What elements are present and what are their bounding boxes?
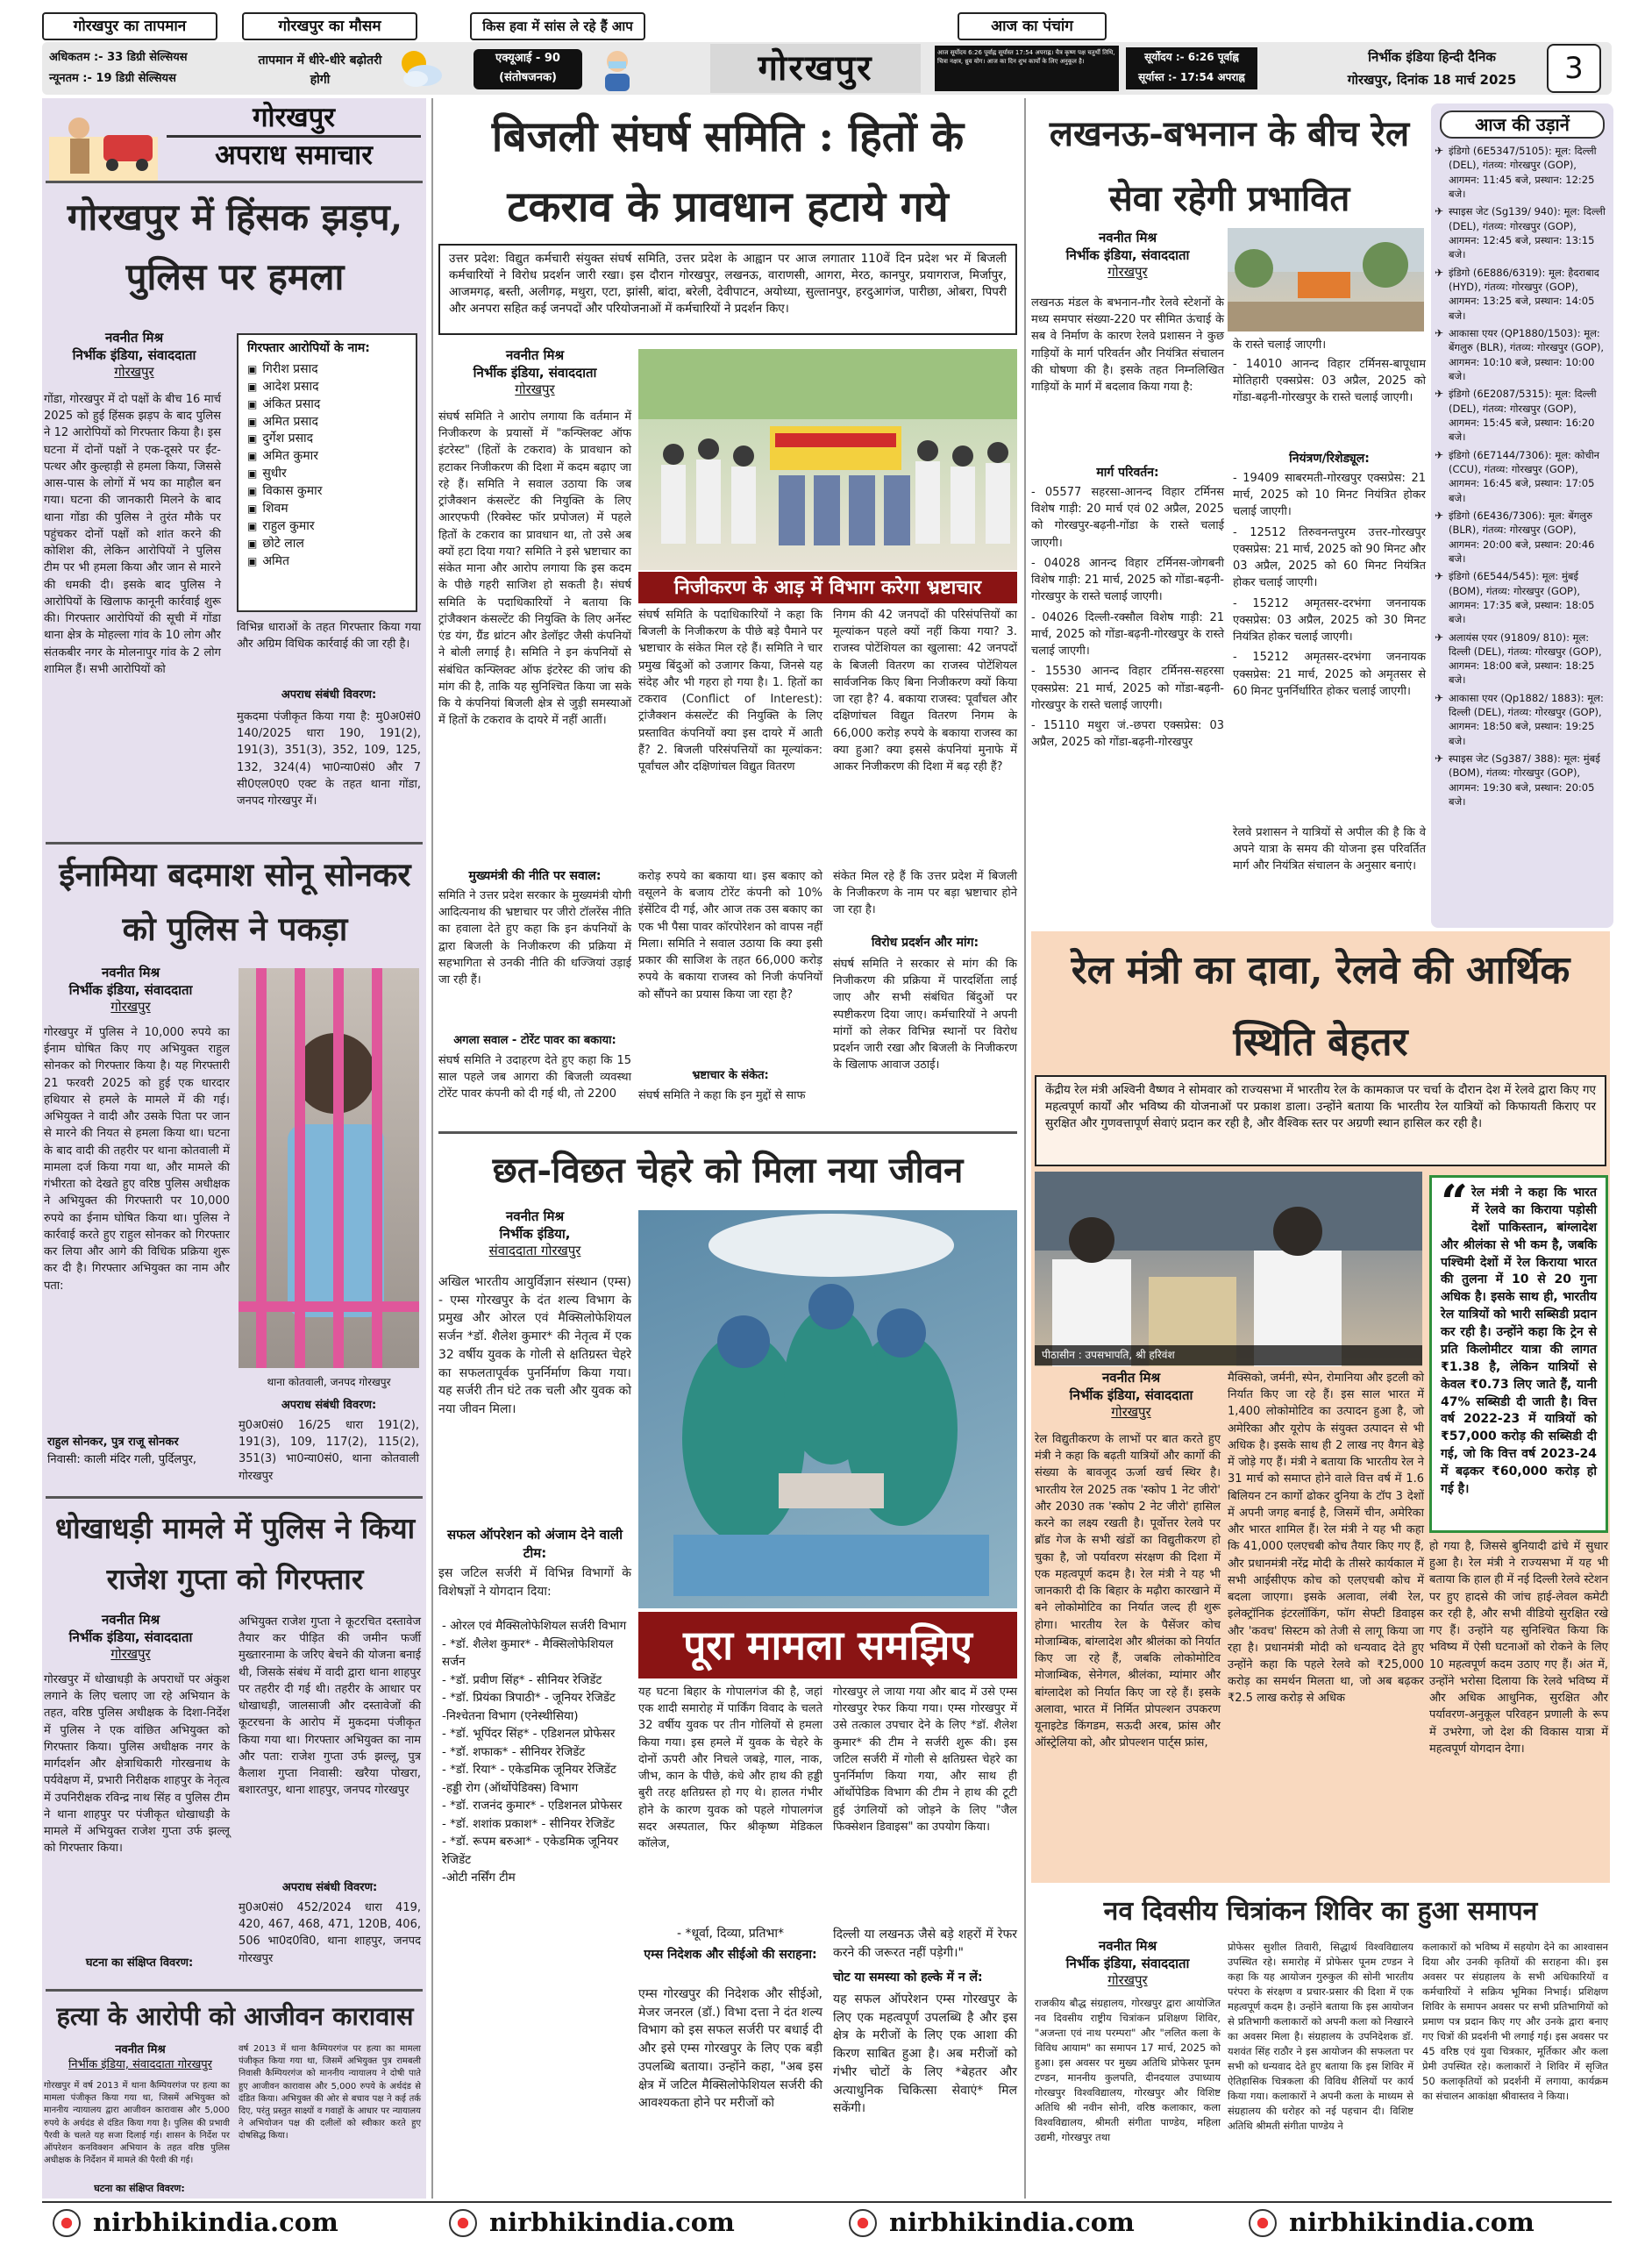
byline-org: निर्भीक इंडिया, संवाददाता: [1069, 1386, 1193, 1403]
dateline: गोरखपुर, दिनांक 18 मार्च 2025: [1347, 72, 1517, 88]
crime-details: मुकदमा पंजीकृत किया गया है: मु0अ0सं0 140/2025 धारा 190, 191(2), 191(3), 351(3), 352, 109, 125, 132, 324(4) भा0न्या0सं0 और 7 सी0एल0ए0 एक्ट के तहत थाना गोंडा, जनपद गोरखपुर में।: [237, 710, 421, 809]
chitra-body-right: कलाकारों को भविष्य में सहयोग देने का आश्वासन दिया और उनकी कृतियों की सराहना की। इस अवसर पर संग्रहालय के सभी अधिकारियों व कर्मचारियों ने सक्रिय भूमिका निभाई। प्रशिक्षण शिविर के समापन अवसर पर सभी प्रतिभागियों को प्रमाण पत्र प्रदान किए गए और उनके द्वारा बनाए गए चित्रों की प्रदर्शनी भी लगाई गई। इस अवसर पर 45 वरिष्ठ एवं युवा चित्रकार, मूर्तिकार और कला प्रेमी उपस्थित रहे। कलाकारों ने शिविर में सृजित 50 कलाकृतियों को प्रदर्शनी में लगाया, कार्यक्रम का संचालन आकांक्षा श्रीवास्तव ने किया।: [1422, 1941, 1608, 2103]
crime-section-title: [167, 100, 421, 173]
footer-site: nirbhikindia.com: [889, 2207, 1135, 2238]
surgery-case-body-right: गोरखपुर ले जाया गया और बाद में उसे एम्स गोरखपुर रेफर किया गया। एम्स गोरखपुर में उसे तत्काल उपचार देने के लिए *डॉ. शैलेश कुमार* की टीम ने सर्जरी शुरू की। इस जटिल सर्जरी में गोली से क्षतिग्रस्त चेहरे का पुनर्निर्माण किया गया, और साथ ही ऑर्थोपेडिक विभाग की टीम ने हाथ की टूटी हुई उंगलियों को जोड़ने के लिए "जैल फिक्सेशन डिवाइस" का उपयोग किया।: [833, 1686, 1017, 1834]
flight-item: [1431, 326, 1613, 383]
flight-item: [1431, 144, 1613, 201]
byline-name: नवनीत मिश्र: [1098, 230, 1157, 246]
surgery-team-title: सफल ऑपरेशन को अंजाम देने वाली टीम:: [447, 1527, 623, 1562]
plane-icon: ✈: [1435, 509, 1444, 522]
railmin-body-right: हो गया है, जिससे बुनियादी ढांचे में सुधार हुआ है। रेल मंत्री ने राज्यसभा में यह भी बताया कि हाल ही में नई दिल्ली रेलवे स्टेशन पर हुए हादसे की जांच हाई-लेवल कमेटी कर रही है, और सभी वीडियो सुरक्षित रखे गए हैं। उन्होंने यह सुनिश्चित किया कि भविष्य में ऐसी घटनाओं को रोकने के लिए 10 महत्वपूर्ण कदम उठाए गए हैं। अंत में, उन्होंने भरोसा दिलाया कि रेलवे भविष्य में और अधिक आधुनिक, सुरक्षित और पर्यावरण-अनुकूल परिवहन प्रणाली के रूप में उभरेगा, जो देश की विकास यात्रा में महत्वपूर्ण योगदान देगा।: [1429, 1540, 1608, 1756]
fraud-body: गोरखपुर में धोखाधड़ी के अपराधों पर अंकुश लगाने के लिए चलाए जा रहे अभियान के तहत, वरिष्ठ पुलिस अधीक्षक के दिशा-निर्देश में पुलिस ने एक वांछित अभियुक्त को गिरफ्तार किया। पुलिस अधीक्षक नगर के मार्गदर्शन और क्षेत्राधिकारी गोरखनाथ के पर्यवेक्षण में, प्रभारी निरीक्षक शाहपुर के नेतृत्व में उपनिरीक्षक रविन्द्र नाथ सिंह व पुलिस टीम ने थाना शाहपुर पर पंजीकृत धोखाधड़ी के मामले में अभियुक्त राजेश गुप्ता उर्फ झल्लू को गिरफ्तार किया।: [44, 1673, 230, 1856]
footer-site: nirbhikindia.com: [93, 2207, 338, 2238]
railmin-photo-caption: पीठासीन : उपसभापति, श्री हरिवंश: [1035, 1345, 1422, 1365]
fraud-byline: [47, 1612, 214, 1664]
accused-name: ▣ अमित कुमार: [247, 448, 407, 466]
byline-place: गोरखपुर: [110, 1646, 151, 1662]
accused-name: ▣ अमित प्रसाद: [247, 414, 407, 431]
bijli-bottom-body: करोड़ रुपये का बकाया था। इस बकाए को वसूलने के बजाय टोरेंट कंपनी को 10% इंसेंटिव दी गई, और आज तक उस बकाए का एक भी पैसा पावर कॉरपोरेशन को वापस नहीं मिला। समिति ने सवाल उठाया कि क्या इसी प्रकार की साजिश के तहत 66,000 करोड़ रुपये के बकाया राजस्व को निजी कंपनियों को सौंपने का प्रयास किया जा रहा है?: [638, 870, 822, 1001]
rail-body: लखनऊ मंडल के बभनान-गौर रेलवे स्टेशनों के मध्य समपार संख्या-220 पर सीमित ऊंचाई के सब वे निर्माण के कारण रेलवे प्रशासन ने कुछ गाड़ियों के मार्ग परिवर्तन और नियंत्रित संचालन की घोषणा की है। इसके तहत निम्नलिखित गाड़ियों के मार्ग में बदलाव किया गया है:: [1031, 296, 1224, 395]
footer-link-3[interactable]: [849, 2206, 1135, 2240]
railmin-quote: “ रेल मंत्री ने कहा कि भारत में रेलवे का किराया पड़ोसी देशों पाकिस्तान, बांग्लादेश और श्रीलंका से भी कम है, जबकि पश्चिमी देशों में रेल किराया भारत की तुलना में 10 से 20 गुना अधिक है। इसके साथ ही, भारतीय रेल यात्रियों को भारी सब्सिडी प्रदान कर रही है। उन्होंने कहा कि ट्रेन से प्रति किलोमीटर यात्रा की लागत ₹1.38 है, लेकिन यात्रियों से केवल ₹0.73 लिए जाते हैं, यानी 47% सब्सिडी दी जाती है। वित्त वर्ष 2022-23 में यात्रियों को ₹57,000 करोड़ की सब्सिडी दी गई, जो कि वित्त वर्ष 2023-24 में बढ़कर ₹60,000 करोड़ हो गई है।: [1429, 1175, 1608, 1533]
sunrise: सूर्योदय :- 6:26 पूर्वाह्न: [1144, 51, 1239, 63]
sonu-byline: [47, 965, 214, 1016]
max-temp: अधिकतम :- 33 डिग्री सेल्सियस: [49, 51, 188, 64]
route-item: - 04026 दिल्ली-रक्सौल विशेष गाड़ी: 21 मार्च, 2025 को गोंडा-बढ़नी-गोरखपुर के रास्ते चलाई जाएगी।: [1031, 610, 1224, 659]
accused-list: [247, 361, 407, 571]
temperature-box: [49, 47, 233, 89]
railmin-photo: [1035, 1172, 1422, 1366]
byline-name: नवनीत मिश्र: [505, 1208, 565, 1224]
byline-org: निर्भीक इंडिया, संवाददाता: [68, 981, 193, 998]
flight-text: इंडिगो (6E886/6319): मूल: हैदराबाद (HYD), गंतव्य: गोरखपुर (GOP), आगमन: 13:25 बजे, प्रस्थान: 14:05 बजे।: [1449, 266, 1599, 322]
chitra-body: राजकीय बौद्ध संग्रहालय, गोरखपुर द्वारा आयोजित नव दिवसीय राष्ट्रीय चित्रांकन प्रशिक्षण शिविर, "अजन्ता एवं नाथ परम्परा" और "ललित कला के विविध आयाम" का समापन 17 मार्च, 2025 को हुआ। इस अवसर पर मुख्य अतिथि प्रोफेसर पूनम टण्डन, माननीय कुलपति, दीनदयाल उपाध्याय गोरखपुर विश्वविद्यालय, गोरखपुर और विशिष्ट अतिथि श्री नवीन सोनी, वरिष्ठ कलाकार, कला विश्वविद्यालय, श्रीमती संगीता पाण्डेय, महिला उद्यमी, गोरखपुर तथा: [1035, 1997, 1221, 2144]
rail-route-title: मार्ग परिवर्तन:: [1096, 466, 1159, 480]
accused-name: ▣ दुर्गेश प्रसाद: [247, 431, 407, 448]
flight-item: [1431, 266, 1613, 323]
flight-text: स्पाइस जेट (Sg387/ 388): मूल: मुंबई (BOM), गंतव्य: गोरखपुर (GOP), आगमन: 19:30 बजे, प्रस्थान: 20:05 बजे।: [1449, 752, 1600, 809]
team-member: - *डॉ. प्रियंका त्रिपाठी* - जूनियर रेजिडेंट: [442, 1691, 616, 1706]
accused-name: ▣ शिवम: [247, 501, 407, 518]
team-member: - *डॉ. प्रवीण सिंह* - सीनियर रेजिडेंट: [442, 1672, 602, 1687]
railmin-body: रेल विद्युतीकरण के लाभों पर बात करते हुए मंत्री ने कहा कि बढ़ती यात्रियों और कार्गो की संख्या के बावजूद ऊर्जा खर्च स्थिर है। भारतीय रेल 2025 तक 'स्कोप 1 नेट जीरो' और 2030 तक 'स्कोप 2 नेट जीरो' हासिल करने का लक्ष्य रखती है। पूर्वोत्तर रेलवे पर ब्रॉड गेज के सभी खंडों का विद्युतीकरण हो चुका है, जो पर्यावरण संरक्षण की दिशा में एक महत्वपूर्ण कदम है। रेल मंत्री ने यह भी जानकारी दी कि बिहार के मढ़ौरा कारखाने में बने लोकोमोटिव का निर्यात जल्द ही शुरू होगा। भारतीय रेल के पैसेंजर कोच मोजाम्बिक, बांग्लादेश और श्रीलंका को निर्यात किए जा रहे हैं, जबकि लोकोमोटिव मोजाम्बिक, सेनेगल, श्रीलंका, म्यांमार और बांग्लादेश को निर्यात किए जा रहे हैं। इसके अलावा, भारत में निर्मित प्रोपल्शन उपकरण यूनाइटेड किंगडम, सऊदी अरब, फ्रांस और ऑस्ट्रेलिया को, और प्रोपल्शन पार्ट्स फ्रांस,: [1035, 1433, 1221, 1750]
paper-name: निर्भीक इंडिया हिन्दी दैनिक: [1368, 49, 1496, 65]
railmin-headline: रेल मंत्री का दावा, रेलवे की आर्थिक स्थिति बेहतर: [1071, 948, 1570, 1065]
temp-label: गोरखपुर का तापमान: [42, 12, 217, 40]
surgery-team-intro: इस जटिल सर्जरी में विभिन्न विभागों के विशेषज्ञों ने योगदान दिया:: [438, 1566, 631, 1599]
bijli-sub-next: अगला सवाल - टोरेंट पावर का बकाया:: [453, 1034, 616, 1047]
aqi-box: [474, 49, 582, 89]
surgery-team-tail: - *धूर्वा, दिव्या, प्रतिभा*: [677, 1927, 784, 1941]
page-number: 3: [1547, 44, 1601, 93]
byline-org: निर्भीक इंडिया, संवाददाता गोरखपुर: [68, 2057, 212, 2071]
accused-list-title: गिरफ्तार आरोपियों के नाम:: [247, 341, 370, 355]
fraud-details-title: अपराध संबंधी विवरण:: [281, 1881, 378, 1894]
surgery-byline: [438, 1208, 631, 1260]
accused-name: ▣ विकास कुमार: [247, 483, 407, 501]
team-member: - ओरल एवं मैक्सिलोफेशियल सर्जरी विभाग: [442, 1619, 627, 1633]
rail-route-list-right: [1233, 356, 1426, 447]
surgery-praise-right: दिल्ली या लखनऊ जैसे बड़े शहरों में रेफर करने की जरूरत नहीं पड़ेगी।": [833, 1928, 1017, 1960]
flight-item: [1431, 387, 1613, 444]
byline-name: नवनीत मिश्र: [101, 965, 160, 980]
byline-name: नवनीत मिश्र: [505, 347, 565, 363]
plane-icon: ✈: [1435, 388, 1444, 401]
control-item: - 15212 अमृतसर-दरभंगा जननायक एक्सप्रेस: 21 मार्च, 2025 को अमृतसर से 60 मिनट पुनर्निर्धारित होकर चलाई जाएगी।: [1233, 651, 1426, 698]
rail-headline: लखनऊ-बभनान के बीच रेल सेवा रहेगी प्रभावित: [1049, 113, 1410, 219]
flight-text: इंडिगो (6E5347/5105): मूल: दिल्ली (DEL), गंतव्य: गोरखपुर (GOP), आगमन: 11:45 बजे, प्रस्थान: 12:25 बजे।: [1449, 145, 1597, 200]
flight-text: इंडिगो (6E544/545): मूल: मुंबई (BOM), गंतव्य: गोरखपुर (GOP), आगमन: 17:35 बजे, प्रस्थान: 18:05 बजे।: [1449, 570, 1595, 626]
byline-name: नवनीत मिश्र: [1098, 1938, 1157, 1954]
plane-icon: ✈: [1435, 570, 1444, 583]
bijli-mid-body-right: निगम की 42 जनपदों की परिसंपत्तियों का मूल्यांकन पहले क्यों नहीं किया गया? 3. राजस्व पोटेंशियल का खुलासा: 42 जनपदों के बिजली वितरण का राजस्व पोटेंशियल सार्वजनिक किए बिना निजीकरण क्यों किया जा रहा है? 4. बकाया राजस्व: पूर्वांचल और दक्षिणांचल विद्युत वितरण निगम के 66,000 करोड़ रुपये के बकाया राजस्व का क्या हुआ? क्या इससे कंपनियां मुनाफे में आकर निजीकरण की दिशा में बढ़ रही हैं?: [833, 609, 1017, 774]
plane-icon: ✈: [1435, 266, 1444, 279]
railmin-lead: केंद्रीय रेल मंत्री अश्विनी वैष्णव ने सोमवार को राज्यसभा में भारतीय रेल के कामकाज पर चर्चा के दौरान देश में रेलवे द्वारा किए गए महत्वपूर्ण कार्यों और भविष्य की योजनाओं पर प्रकाश डाला। उन्होंने बताया कि भारतीय रेल यात्रियों को किफायती किराए पर सुरक्षित और गुणवत्तापूर्ण सेवाएं प्रदान कर रही है, और वैश्विक स्तर पर अग्रणी स्थान हासिल कर रही है।: [1035, 1075, 1606, 1166]
bijli-sub-corruption: भ्रष्टाचार के संकेत:: [692, 1069, 769, 1082]
flights-panel: [1431, 103, 1613, 928]
railmin-byline: [1035, 1370, 1228, 1422]
footer-site: nirbhikindia.com: [1289, 2207, 1535, 2238]
byline-place: संवाददाता गोरखपुर: [488, 1243, 581, 1258]
control-item: - 12512 तिरुवनन्तपुरम उत्तर-गोरखपुर एक्सप्रेस: 21 मार्च, 2025 को 90 मिनट और 03 अप्रैल, 2025 को 60 मिनट नियंत्रित होकर चलाई जाएगी।: [1233, 525, 1426, 590]
plane-icon: ✈: [1435, 631, 1444, 644]
flight-item: [1431, 752, 1613, 809]
sonu-accused-address: निवासी: काली मंदिर गली, पुर्दिलपुर,: [47, 1453, 197, 1466]
accused-list-box: [237, 333, 417, 612]
panchang-text: आज सूर्योदय 6:26 पूर्वाह्न सूर्यास्त 17:54 अपराह्न। चैत्र कृष्ण पक्ष चतुर्थी तिथि, चित्रा नक्षत्र, ध्रुव योग। आज का दिन शुभ कार्यों के लिए अनुकूल है।: [935, 46, 1119, 91]
flight-text: इंडिगो (6E2087/5315): मूल: दिल्ली (DEL), गंतव्य: गोरखपुर (GOP), आगमन: 15:45 बजे, प्रस्थान: 16:20 बजे।: [1449, 388, 1597, 444]
sonu-photo: [239, 968, 419, 1368]
byline-org: निर्भीक इंडिया, संवाददाता: [68, 1629, 193, 1645]
rail-control-list: [1233, 470, 1426, 821]
footer-link-4[interactable]: [1249, 2206, 1535, 2240]
team-member: - *डॉ. शशांक प्रकाश* - सीनियर रेजिडेंट: [442, 1816, 615, 1831]
flight-item: [1431, 631, 1613, 688]
column-rule: [431, 98, 433, 2199]
surgery-team-list: [442, 1617, 631, 2199]
flight-text: इंडिगो (6E436/7306): मूल: बेंगलुरु (BLR), गंतव्य: गोरखपुर (GOP), आगमन: 20:00 बजे, प्रस्थान: 20:46 बजे।: [1449, 509, 1595, 565]
flight-item: [1431, 691, 1613, 748]
sonu-accused-name: राहुल सोनकर, पुत्र राजू सोनकर: [47, 1436, 179, 1449]
sonu-body: गोरखपुर में पुलिस ने 10,000 रुपये का ईनाम घोषित किए गए अभियुक्त राहुल सोनकर को गिरफ्तार किया है। यह गिरफ्तारी 21 फरवरी 2025 को हुई एक धारदार हथियार से हमले के मामले में की गई। अभियुक्त ने वादी और उसके पिता पर जान से मारने की नियत से हमला किया था। घटना के बाद वादी की तहरीर पर थाना कोतवाली में मामला दर्ज किया गया था, और मामले की गंभीरता को देखते हुए वरिष्ठ पुलिस अधीक्षक ने अभियुक्त की गिरफ्तारी पर 10,000 रुपये का ईनाम घोषित किया था। पुलिस ने कार्रवाई करते हुए राहुल सोनकर को गिरफ्तार कर लिया और आगे की विधिक प्रक्रिया शुरू कर दी है। गिरफ्तार अभियुक्त का नाम और पता:: [44, 1026, 230, 1293]
bijli-byline: [438, 347, 631, 399]
byline-org: निर्भीक इंडिया, संवाददाता: [1065, 1955, 1190, 1971]
footer-site: nirbhikindia.com: [489, 2207, 735, 2238]
flight-text: आकासा एयर (Qp1882/ 1883): मूल: दिल्ली (DEL), गंतव्य: गोरखपुर (GOP), आगमन: 18:50 बजे, प्रस्थान: 19:25 बजे।: [1449, 691, 1604, 747]
byline-org: निर्भीक इंडिया, संवाददाता: [72, 346, 196, 363]
team-member: - *डॉ. शफाक* - सीनियर रेजिडेंट: [442, 1744, 586, 1759]
flight-list: [1431, 144, 1613, 809]
byline-place: गोरखपुर: [1107, 264, 1148, 280]
fraud-headline: धोखाधड़ी मामले में पुलिस ने किया राजेश गुप्ता को गिरफ्तार: [54, 1511, 416, 1596]
control-item: - 19409 साबरमती-गोरखपुर एक्सप्रेस: 21 मार्च, 2025 को 10 मिनट नियंत्रित होकर चलाई जाएगी।: [1233, 472, 1426, 519]
aqi-status: (संतोषजनक): [499, 71, 557, 84]
flight-text: अलायंस एयर (91809/ 810): मूल: दिल्ली (DEL), गंतव्य: गोरखपुर (GOP), आगमन: 18:00 बजे, प्रस्थान: 18:25 बजे।: [1449, 631, 1602, 687]
surgery-trauma-body: यह सफल ऑपरेशन एम्स गोरखपुर के लिए एक महत्वपूर्ण उपलब्धि है और इस क्षेत्र के मरीजों के लिए एक आशा की किरण साबित हुआ है। अब मरीजों को गंभीर चोटों के लिए *बेहतर और अत्याधुनिक चिकित्सा सेवाएं* मिल सकेंगी।: [833, 1992, 1017, 2116]
control-item: - 15212 अमृतसर-दरभंगा जननायक एक्सप्रेस: 03 अप्रैल, 2025 को 30 मिनट नियंत्रित होकर चलाई जाएगी।: [1233, 596, 1426, 645]
surgery-photo: [638, 1210, 1017, 1608]
byline-name: नवनीत मिश्र: [115, 2043, 166, 2056]
crime-headline: गोरखपुर में हिंसक झड़प, पुलिस पर हमला: [67, 196, 403, 298]
route-item: - 14010 आनन्द विहार टर्मिनस-बापूधाम मोतिहारी एक्सप्रेस: 03 अप्रैल, 2025 को गोंडा-बढ़नी-गोरखपुर के रास्ते चलाई जाएगी।: [1233, 358, 1426, 405]
panchang-label: आज का पंचांग: [958, 12, 1107, 40]
byline-place: गोरखपुर: [110, 999, 151, 1015]
flight-item: [1431, 569, 1613, 626]
surgery-case-body: यह घटना बिहार के गोपालगंज की है, जहां एक शादी समारोह में पार्किंग विवाद के चलते 32 वर्षीय युवक पर तीन गोलियों से हमला किया गया। इस हमले में युवक के चेहरे के दोनों ऊपरी और निचले जबड़े, गाल, नाक, जीभ, कान के पीछे, कंधे और हाथ की हड्डी बुरी तरह क्षतिग्रस्त हो गए थे। हालत गंभीर होने के कारण युवक को पहले गोपालगंज सदर अस्पताल, फिर श्रीकृष्ण मेडिकल कॉलेज,: [638, 1686, 822, 1851]
surgery-banner: पूरा मामला समझिए: [638, 1612, 1017, 1678]
crime-details-title: अपराध संबंधी विवरण:: [281, 688, 377, 702]
bijli-body-cm: समिति ने उत्तर प्रदेश सरकार के मुख्यमंत्री योगी आदित्यनाथ की भ्रष्टाचार पर जीरो टॉलरेंस नीति का हवाला देते हुए कहा कि इन कंपनियों के द्वारा बिजली के निजीकरण की प्रक्रिया में सहभागिता से उनकी नीति की धज्जियां उड़ाई जा रही हैं।: [438, 889, 631, 987]
paper-info: [1322, 46, 1542, 91]
weather-label: गोरखपुर का मौसम: [242, 12, 417, 40]
life-summary-title: घटना का संक्षिप्त विवरण:: [94, 2183, 185, 2194]
accused-name: ▣ सुधीर: [247, 466, 407, 483]
fraud-divider: [46, 1496, 423, 1499]
plane-icon: ✈: [1435, 448, 1444, 461]
team-member: - *डॉ. भूपिंदर सिंह* - एडिशनल प्रोफेसर: [442, 1727, 616, 1742]
byline-name: नवनीत मिश्र: [104, 330, 164, 346]
protest-photo: [638, 349, 1017, 570]
crime-body-right: विभिन्न धाराओं के तहत गिरफ्तार किया गया और अग्रिम विधिक कार्रवाई की जा रही है।: [237, 621, 421, 652]
byline-place: गोरखपुर: [1111, 1404, 1151, 1420]
mask-person-icon: [593, 46, 642, 91]
team-member: - *डॉ. राजनंद कुमार* - एडिशनल प्रोफेसर: [442, 1799, 623, 1814]
bijli-body-protest: संघर्ष समिति ने सरकार से मांग की कि निजीकरण की प्रक्रिया में पारदर्शिता लाई जाए और सभी संबंधित बिंदुओं पर स्पष्टीकरण दिया जाए। कर्मचारियों ने अपनी मांगों को लेकर विभिन्न स्थानों पर विरोध प्रदर्शन जारी रखा और बिजली के निजीकरण के खिलाफ आवाज उठाई।: [833, 958, 1017, 1073]
byline-org: निर्भीक इंडिया, संवाददाता: [473, 364, 597, 381]
bijli-headline: बिजली संघर्ष समिति : हितों के टकराव के प्रावधान हटाये गये: [491, 112, 965, 232]
life-divider: [46, 1989, 423, 1992]
rail-route-list: [1031, 484, 1224, 923]
chitra-headline: नव दिवसीय चित्रांकन शिविर का हुआ समापन: [1103, 1896, 1538, 1927]
aqi-value: एक्यूआई - 90: [495, 52, 560, 65]
plane-icon: ✈: [1435, 691, 1444, 704]
sonu-divider: [46, 842, 423, 845]
bijli-photo-banner: निजीकरण के आड़ में विभाग करेगा भ्रष्टाचार: [638, 572, 1017, 603]
bijli-sub-protest: विरोध प्रदर्शन और मांग:: [871, 936, 979, 950]
bijli-body-corruption: संघर्ष समिति ने कहा कि इन मुद्दों से साफ: [638, 1089, 806, 1102]
surgery-trauma-title: चोट या समस्या को हल्के में न लें:: [833, 1971, 983, 1985]
sun-times: [1126, 47, 1257, 89]
footer-link-2[interactable]: [449, 2206, 735, 2240]
min-temp: न्यूनतम :- 19 डिग्री सेल्सियस: [49, 72, 176, 85]
flight-text: आकासा एयर (QP1880/1503): मूल: बेंगलुरु (BLR), गंतव्य: गोरखपुर (GOP), आगमन: 10:10 बजे, प्रस्थान: 10:00 बजे।: [1449, 326, 1605, 382]
byline-name: नवनीत मिश्र: [101, 1612, 160, 1628]
surgery-divider: [438, 1131, 1017, 1134]
plane-icon: ✈: [1435, 752, 1444, 766]
crime-section-title-1: गोरखपुर: [253, 102, 335, 133]
rail-control-title: नियंत्रण/रिशेड्यूल:: [1289, 452, 1370, 466]
surgery-praise-body: एम्स गोरखपुर की निदेशक और सीईओ, मेजर जनरल (डॉ.) विभा दत्ता ने दंत शल्य विभाग को इस सफल सर्जरी पर बधाई दी और इसे एम्स गोरखपुर के लिए एक बड़ी उपलब्धि बताया। उन्होंने कहा, "अब इस क्षेत्र में जटिल मैक्सिलोफेशियल सर्जरी की आवश्यकता होने पर मरीजों को: [638, 1987, 822, 2111]
team-member: - *डॉ. रिया* - एकेडमिक जूनियर रेजिडेंट: [442, 1763, 616, 1778]
rail-photo: [1228, 228, 1424, 331]
flight-item: [1431, 509, 1613, 566]
accused-name: ▣ अंकित प्रसाद: [247, 396, 407, 414]
fraud-details: मु0अ0सं0 452/2024 धारा 419, 420, 467, 468, 471, 120B, 406, 506 भा0द0वि0, थाना शाहपुर, जनपद गोरखपुर: [239, 1901, 421, 1965]
bijli-sub-cm: मुख्यमंत्री की नीति पर सवाल:: [468, 869, 602, 883]
accused-name: ▣ आदेश प्रसाद: [247, 379, 407, 396]
life-body: गोरखपुर में वर्ष 2013 में थाना कैम्पियरगंज पर हत्या का मामला पंजीकृत किया गया था, जिसमें अभियुक्त को माननीय न्यायालय द्वारा आजीवन कारावास और 5,000 रुपये के अर्थदंड से दंडित किया गया है। पुलिस की प्रभावी पैरवी के चलते यह सजा दिलाई गई। शासन के निर्देश पर ऑपरेशन कनविक्शन अभियान के तहत वरिष्ठ पुलिस अधीक्षक के निर्देशन में मामले की पैरवी की गई।: [44, 2081, 230, 2166]
byline-name: नवनीत मिश्र: [1101, 1370, 1161, 1386]
bijli-body: संघर्ष समिति ने आरोप लगाया कि वर्तमान में निजीकरण के प्रयासों में "कन्फ्लिक्ट ऑफ इंटरेस्ट" (हितों के टकराव) के प्रावधान को हटाकर निजीकरण की दिशा में कदम बढ़ाए जा रहे हैं। समिति ने सवाल उठाया कि जब ट्रांजैक्शन कंसल्टेंट की नियुक्ति के लिए आरएफपी (रिक्वेस्ट फॉर प्रपोजल) में पहले हितों के टकराव का प्रावधान था, तो उसे अब क्यों हटा दिया गया? समिति ने इसे भ्रष्टाचार का संकेत माना और आरोप लगाया कि इस कदम के पीछे गहरी साजिश हो सकती है। संघर्ष समिति के पदाधिकारियों ने बताया कि ट्रांजैक्शन कंसल्टेंट की नियुक्ति के लिए अर्नेस्ट एंड यंग, ग्रैंड थ्रांटन और डेलॉइट जैसी कंपनियों ने बोली लगाई है। समिति ने इन कंपनियों से संबंधित कन्फ्लिक्ट ऑफ इंटरेस्ट की जांच की मांग की है, ताकि यह सुनिश्चित किया जा सके कि ये कंपनियां बिजली क्षेत्र से जुड़ी समस्याओं में हितों के टकराव के दायरे में नहीं आतीं।: [438, 410, 631, 728]
route-item: - 04028 आनन्द विहार टर्मिनस-जोगबनी विशेष गाड़ी: 21 मार्च, 2025 को गोंडा-बढ़नी-गोरखपुर के रास्ते चलाई जाएगी।: [1031, 556, 1224, 604]
route-item: - 15530 आनन्द विहार टर्मिनस-सहरसा एक्सप्रेस: 21 मार्च, 2025 को गोंडा-बढ़नी-गोरखपुर के रास्ते चलाई जाएगी।: [1031, 665, 1224, 712]
accused-name: ▣ छोटे लाल: [247, 536, 407, 553]
rail-byline: [1031, 230, 1224, 282]
byline-org: निर्भीक इंडिया, संवाददाता: [1065, 246, 1190, 263]
byline-place: गोरखपुर: [1107, 1972, 1148, 1988]
press-logo-icon: [53, 2209, 81, 2237]
flight-text: स्पाइस जेट (Sg139/ 940): मूल: दिल्ली (DEL), गंतव्य: गोरखपुर (GOP), आगमन: 12:45 बजे, प्रस्थान: 13:15 बजे।: [1449, 205, 1606, 261]
flight-item: [1431, 448, 1613, 505]
sonu-photo-caption: थाना कोतवाली, जनपद गोरखपुर: [267, 1376, 391, 1388]
team-member: - *डॉ. रूपम बरुआ* - एकेडमिक जूनियर रेजिडेंट: [442, 1835, 619, 1867]
rail-closing: रेलवे प्रशासन ने यात्रियों से अपील की है कि वे अपने यात्रा के समय की योजना इस परिवर्तित मार्ग और नियंत्रित संचालन के अनुसार बनाएं।: [1233, 826, 1426, 873]
accused-name: ▣ राहुल कुमार: [247, 518, 407, 536]
chitra-body-mid: प्रोफेसर सुशील तिवारी, सिद्धार्थ विश्वविद्यालय उपस्थित रहे। समारोह में प्रोफेसर पूनम टण्डन ने कहा कि यह आयोजन गुरुकुल की सोनी भारतीय परंपरा के संरक्षण व प्रचार-प्रसार की दिशा में एक महत्वपूर्ण कदम है। उन्होंने बताया कि इस आयोजन से प्रतिभागी कलाकारों को अपनी कला को निखारने का अवसर मिला है। संग्रहालय के उपनिदेशक डॉ. यशवंत सिंह राठौर ने इस आयोजन की सफलता पर सभी को धन्यवाद देते हुए बताया कि इस शिविर में ऐतिहासिक चित्रकला की विविध शैलियों पर कार्य किया गया। कलाकारों ने अपनी कला के माध्यम से संग्रहालय की धरोहर को नई पहचान दी। विशिष्ट अतिथि श्रीमती संगीता पाण्डेय ने: [1228, 1941, 1413, 2133]
press-logo-icon: [849, 2209, 877, 2237]
surgery-praise-title: एम्स निदेशक और सीईओ की सराहना:: [644, 1948, 817, 1962]
crime-section-title-2: अपराध समाचार: [167, 135, 421, 173]
plane-icon: ✈: [1435, 145, 1444, 157]
aqi-label: किस हवा में सांस ले रहे हैं आप: [470, 12, 645, 40]
crime-divider: [46, 181, 423, 183]
team-member: -हड्डी रोग (ऑर्थोपेडिक्स) विभाग: [442, 1780, 579, 1795]
masthead-title: गोरखपुर: [710, 44, 921, 93]
fraud-body-right: अभियुक्त राजेश गुप्ता ने कूटरचित दस्तावेज तैयार कर पीड़ित की जमीन फर्जी मुख्तारनामा के जरिए बेचने की योजना बनाई थी, जिसके संबंध में वादी द्वारा थाना शाहपुर पर तहरीर दी गई थी। तहरीर के आधार पर धोखाधड़ी, जालसाजी और दस्तावेजों की कूटरचना के आरोप में मुकदमा पंजीकृत किया गया था। गिरफ्तार अभियुक्त का नाम और पता: राजेश गुप्ता उर्फ झल्लू, पुत्र कैलाश गुप्ता निवासी: खरैया पोखरा, बशारतपुर, थाना शाहपुर, जनपद गोरखपुर: [239, 1615, 421, 1798]
life-headline: हत्या के आरोपी को आजीवन कारावास: [56, 2001, 414, 2031]
crime-byline: [51, 330, 217, 381]
byline-org: निर्भीक इंडिया,: [499, 1225, 571, 1242]
bijli-body-next: संघर्ष समिति ने उदाहरण देते हुए कहा कि 15 साल पहले जब आगरा की बिजली व्यवस्था टोरेंट पावर कंपनी को दी गई थी, तो 2200: [438, 1054, 631, 1101]
press-logo-icon: [1249, 2209, 1277, 2237]
railmin-body-mid: मैक्सिको, जर्मनी, स्पेन, रोमानिया और इटली को निर्यात किए जा रहे हैं। इस साल भारत में 1,400 लोकोमोटिव का उत्पादन हुआ है, जो अमेरिका और यूरोप के संयुक्त उत्पादन से भी अधिक है। इसके साथ ही 2 लाख नए वैगन बेड़े में जोड़े गए हैं। मंत्री ने बताया कि भारतीय रेल ने 31 मार्च को समाप्त होने वाले वित्त वर्ष में 1.6 बिलियन टन कार्गो ढोकर दुनिया के टॉप 3 देशों में अपनी जगह बनाई है, जिसमें चीन, अमेरिका और भारत शामिल हैं। रेल मंत्री ने यह भी कहा कि 41,000 एलएचबी कोच तैयार किए गए हैं, और प्रधानमंत्री नरेंद्र मोदी के तीसरे कार्यकाल में सभी आईसीएफ कोच को एलएचबी कोच में बदला जाएगा। इसके अलावा, लंबी रेल, इलेक्ट्रॉनिक इंटरलॉकिंग, फॉग सेफ्टी डिवाइस और 'कवच' सिस्टम को तेजी से लागू किया जा रहा है। प्रधानमंत्री मोदी को धन्यवाद देते हुए उन्होंने कहा कि पहले रेलवे को ₹25,000 करोड़ का समर्थन मिलता था, जो अब बढ़कर ₹2.5 लाख करोड़ से अधिक: [1228, 1372, 1424, 1706]
sonu-headline: ईनामिया बदमाश सोनू सोनकर को पुलिस ने पकड़ा: [59, 855, 411, 948]
flights-title: आज की उड़ानें: [1440, 110, 1605, 139]
team-member: -निश्चेतना विभाग (एनेस्थीसिया): [442, 1708, 579, 1723]
footer-link-1[interactable]: [53, 2206, 338, 2240]
team-member: - *डॉ. शैलेश कुमार* - मैक्सिलोफेशियल सर्जन: [442, 1636, 614, 1670]
surgery-body: अखिल भारतीय आयुर्विज्ञान संस्थान (एम्स) - एम्स गोरखपुर के दंत शल्य विभाग के प्रमुख और ओरल एवं मैक्सिलोफेशियल सर्जन *डॉ. शैलेश कुमार* की नेतृत्व में एक 32 वर्षीय युवक के गोली से क्षतिग्रस्त चेहरे का सफलतापूर्वक पुनर्निर्माण किया गया। यह सर्जरी तीन घंटे तक चली और युवक को नया जीवन मिला।: [438, 1275, 631, 1417]
flight-item: [1431, 204, 1613, 261]
route-item: - 05577 सहरसा-आनन्द विहार टर्मिनस विशेष गाड़ी: 20 मार्च एवं 02 अप्रैल, 2025 को गोरखपुर-बढ़नी-गोंडा के रास्ते चलाई जाएगी।: [1031, 486, 1224, 550]
byline-place: गोरखपुर: [114, 364, 154, 380]
footer-rule: [42, 2201, 1612, 2203]
bijli-mid-body: संघर्ष समिति के पदाधिकारियों ने कहा कि बिजली के निजीकरण के पीछे बड़े पैमाने पर भ्रष्टाचार के संकेत मिल रहे हैं। समिति ने चार प्रमुख बिंदुओं को उजागर किया, जिनसे यह संदेह और भी गहरा हो गया है। 1. हितों का टकराव (Conflict of Interest): ट्रांजैक्शन कंसल्टेंट की नियुक्ति के लिए प्रस्तावित कंपनियों क्या इस दायरे में आती हैं? 2. बिजली परिसंपत्तियों का मूल्यांकन: पूर्वांचल और दक्षिणांचल विद्युत वितरण: [638, 609, 822, 774]
rail-body-right-top: के रास्ते चलाई जाएगी।: [1233, 339, 1327, 352]
chitra-byline: [1035, 1938, 1221, 1990]
press-logo-icon: [449, 2209, 477, 2237]
surgery-headline: छत-विछत चेहरे को मिला नया जीवन: [492, 1150, 964, 1191]
column-rule: [1024, 98, 1026, 2199]
accused-name: ▣ अमित: [247, 553, 407, 571]
route-item: - 15110 मथुरा जं.-छपरा एक्सप्रेस: 03 अप्रैल, 2025 को गोंडा-बढ़नी-गोरखपुर: [1031, 719, 1224, 750]
life-body-right: वर्ष 2013 में थाना कैम्पियरगंज पर हत्या का मामला पंजीकृत किया गया था, जिसमें अभियुक्त पुत्र रामबली निवासी कैम्पियरगंज को माननीय न्यायालय ने दोषी पाते हुए आजीवन कारावास और 5,000 रुपये के अर्थदंड से दंडित किया। अभियुक्त की ओर से बचाव पक्ष ने कई तर्क दिए, परंतु प्रस्तुत साक्ष्यों व गवाहों के आधार पर न्यायालय ने अभियोजन पक्ष की दलीलों को स्वीकार करते हुए दोषसिद्ध किया।: [239, 2044, 421, 2142]
plane-icon: ✈: [1435, 205, 1444, 218]
fraud-summary-title: घटना का संक्षिप्त विवरण:: [85, 1956, 194, 1970]
bijli-lead: उत्तर प्रदेश: विद्युत कर्मचारी संयुक्त संघर्ष समिति, उत्तर प्रदेश के आह्वान पर आज लगातार 110वें दिन प्रदेश भर में बिजली कर्मचारियों ने विरोध प्रदर्शन जारी रखा। इस दौरान गोरखपुर, लखनऊ, वाराणसी, आगरा, मेरठ, कानपुर, प्रयागराज, मिर्जापुर, आजमगढ़, बस्ती, अलीगढ़, मथुरा, एटा, झांसी, बांदा, बरेली, देवीपाटन, अयोध्या, सुल्तानपुर, हरदुआगंज, पारीछा, ओबरा, पिपरी और अनपरा सहित कई जनपदों और परियोजनाओं में कर्मचारियों ने प्रदर्शन किए।: [438, 244, 1017, 335]
sonu-details: मु0अ0सं0 16/25 धारा 191(2), 191(3), 109, 117(2), 115(2), 351(3) भा0न्या0सं0, थाना कोतवाली गोरखपुर: [239, 1419, 419, 1483]
sun-cloud-icon: [393, 46, 445, 91]
weather-text: तापमान में धीरे-धीरे बढ़ोतरी होगी: [258, 53, 382, 87]
plane-icon: ✈: [1435, 326, 1444, 339]
team-member: -ओटी नर्सिंग टीम: [442, 1871, 516, 1885]
police-illustration: [49, 102, 158, 181]
sunset: सूर्यास्त :- 17:54 अपराह्न: [1138, 71, 1245, 83]
life-byline: [44, 2043, 237, 2073]
bijli-bottom-body-right: संकेत मिल रहे हैं कि उत्तर प्रदेश में बिजली के निजीकरण के नाम पर बड़ा भ्रष्टाचार होने जा रहा है।: [833, 870, 1017, 917]
accused-name: ▣ गिरीश प्रसाद: [247, 361, 407, 379]
flight-text: इंडिगो (6E7144/7306): मूल: कोचीन (CCU), गंतव्य: गोरखपुर (GOP), आगमन: 16:45 बजे, प्रस्थान: 17:05 बजे।: [1449, 448, 1600, 504]
sonu-details-title: अपराध संबंधी विवरण:: [281, 1399, 377, 1412]
crime-body: गोंडा, गोरखपुर में दो पक्षों के बीच 16 मार्च 2025 को हुई हिंसक झड़प के बाद पुलिस ने 12 आरोपियों को गिरफ्तार किया है। इस घटना में दोनों पक्षों ने एक-दूसरे पर ईंट-पत्थर और कुल्हाड़ी से हमला किया, जिससे आस-पास के लोगों में भय का माहौल बन गया। घटना की जानकारी मिलने के बाद थाना गोंडा की पुलिस ने तुरंत मौके पर पहुंचकर दोनों पक्षों को शांत करने की कोशिश की, लेकिन आरोपियों ने पुलिस टीम पर भी हमला किया और जान से मारने की धमकी दी। इसके बाद पुलिस ने आरोपियों के खिलाफ कानूनी कार्रवाई शुरू की। गिरफ्तार आरोपियों की सूची में गोंडा थाना क्षेत्र के मोहल्ला गांव के 10 लोग और संतकबीर नगर के मोलनापुर गांव के 2 लोग शामिल हैं। सभी आरोपियों को: [44, 393, 221, 676]
byline-place: गोरखपुर: [515, 381, 555, 397]
